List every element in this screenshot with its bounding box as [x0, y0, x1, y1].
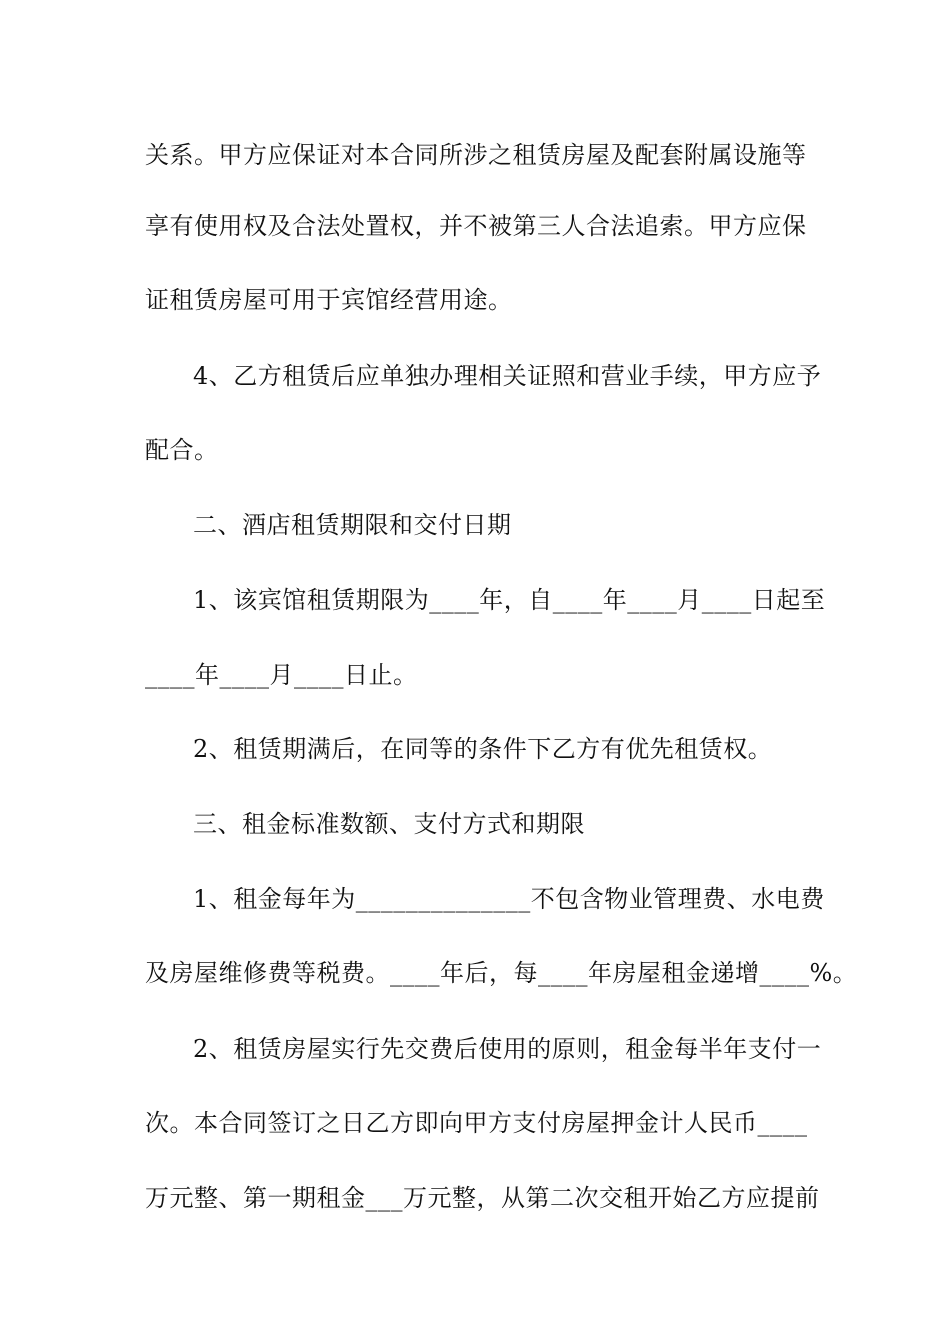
paragraph-line: 万元整、第一期租金___万元整，从第二次交租开始乙方应提前 — [145, 1184, 820, 1212]
paragraph-line: 1、租金每年为______________不包含物业管理费、水电费 — [193, 885, 825, 913]
section-heading: 二、酒店租赁期限和交付日期 — [193, 511, 512, 539]
paragraph-line: 及房屋维修费等税费。____年后，每____年房屋租金递增____%。 — [145, 959, 858, 987]
paragraph-line: 2、租赁房屋实行先交费后使用的原则，租金每半年支付一 — [193, 1035, 822, 1063]
paragraph-line: 关系。甲方应保证对本合同所涉之租赁房屋及配套附属设施等 — [145, 141, 807, 169]
paragraph-line: 2、租赁期满后，在同等的条件下乙方有优先租赁权。 — [193, 735, 773, 763]
paragraph-line: 1、该宾馆租赁期限为____年，自____年____月____日起至 — [193, 586, 826, 614]
paragraph-line: 享有使用权及合法处置权，并不被第三人合法追索。甲方应保 — [145, 212, 807, 240]
paragraph-line: ____年____月____日止。 — [145, 661, 418, 689]
paragraph-line: 配合。 — [145, 436, 219, 464]
paragraph-line: 次。本合同签订之日乙方即向甲方支付房屋押金计人民币____ — [145, 1109, 808, 1137]
paragraph-line: 4、乙方租赁后应单独办理相关证照和营业手续，甲方应予 — [193, 362, 822, 390]
section-heading: 三、租金标准数额、支付方式和期限 — [193, 810, 585, 838]
paragraph-line: 证租赁房屋可用于宾馆经营用途。 — [145, 286, 513, 314]
